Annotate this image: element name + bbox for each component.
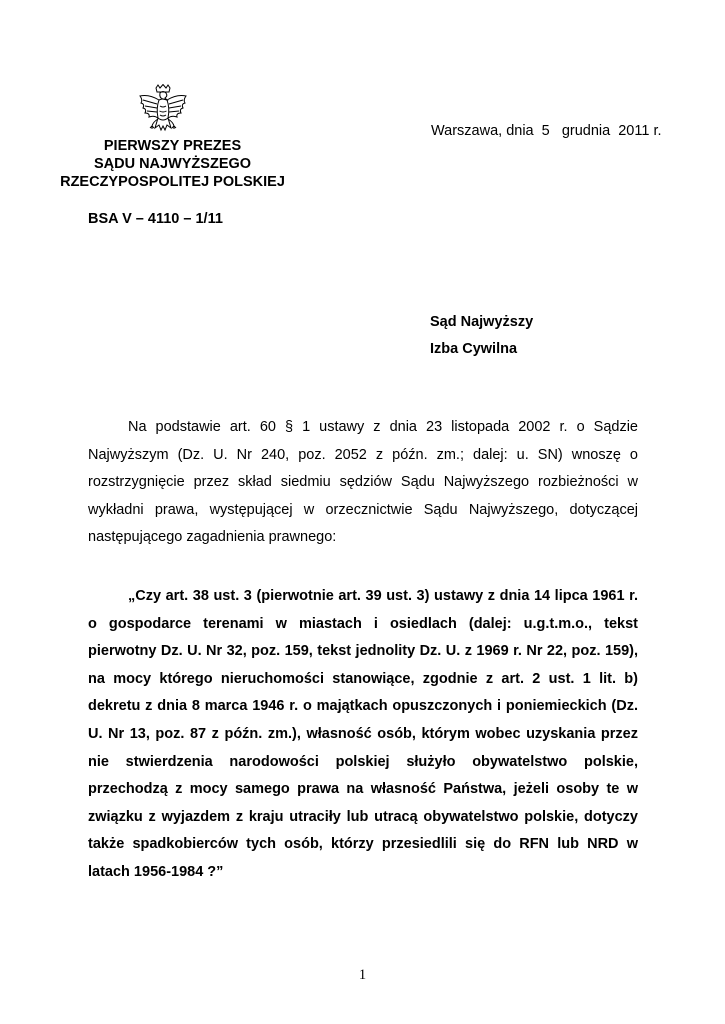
case-signature: BSA V – 4110 – 1/11 bbox=[88, 211, 223, 227]
addressee-chamber: Izba Cywilna bbox=[430, 341, 518, 357]
body-paragraph: Na podstawie art. 60 § 1 ustawy z dnia 23 listopada 2002 r. o Sądzie Najwyższym (Dz. U. Nr 240, poz. 2052 z późn. zm.; dalej: u. SN) wnoszę o rozstrzygnięcie przez skład siedmiu sędziów Sądu Najwyższego rozbieżności w wykładni prawa, występującej w orzecznictwie Sądu Najwyższego, dotyczącej następującego zagadnienia prawnego: bbox=[88, 419, 638, 545]
addressee-block bbox=[430, 309, 533, 363]
issuer-block bbox=[40, 137, 305, 191]
page-number: 1 bbox=[358, 967, 367, 983]
document-date: Warszawa, dnia 5 grudnia 2011 r. bbox=[431, 123, 662, 139]
polish-eagle-emblem-icon bbox=[137, 84, 189, 142]
issuer-title-line: PIERWSZY PREZES bbox=[103, 138, 242, 154]
legal-question: „Czy art. 38 ust. 3 (pierwotnie art. 39 ust. 3) ustawy z dnia 14 lipca 1961 r. o gospodarce terenami w miastach i osiedlach (dalej: u.g.t.m.o., tekst pierwotny Dz. U. Nr 32, poz. 159, tekst jednolity Dz. U. z 1969 r. Nr 22, poz. 159), na mocy którego nieruchomości stanowiące, zgodnie z art. 2 ust. 1 lit. b) dekretu z dnia 8 marca 1946 r. o majątkach opuszczonych i poniemieckich (Dz. U. Nr 13, poz. 87 z późn. zm.), własność osób, którym wobec uzyskania przez nie stwierdzenia narodowości polskiej służyło obywatelstwo polskie, przechodzą z mocy samego prawa na własność Państwa, jeżeli osoby te w związku z wyjazdem z kraju utraciły lub utracą obywatelstwo polskie, dotyczy także spadkobierców tych osób, którzy przesiedlili się do RFN lub NRD w latach 1956-1984 ?” bbox=[88, 588, 638, 880]
issuer-country-line: RZECZYPOSPOLITEJ POLSKIEJ bbox=[60, 174, 285, 190]
issuer-court-line: SĄDU NAJWYŻSZEGO bbox=[93, 156, 252, 172]
addressee-court: Sąd Najwyższy bbox=[430, 314, 534, 330]
